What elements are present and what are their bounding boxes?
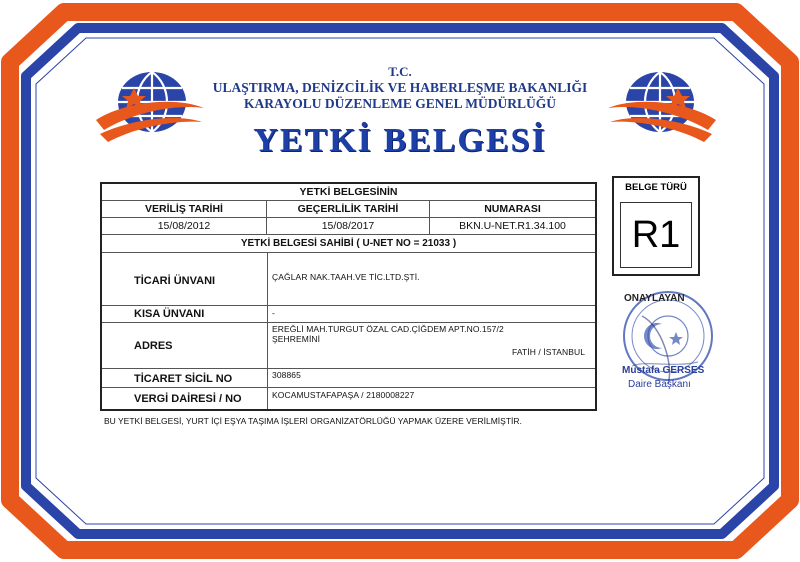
table-column-headers — [102, 201, 595, 218]
table-dates-row — [102, 218, 595, 235]
address-label: ADRES — [134, 340, 173, 352]
certificate-type-label: BELGE TÜRÜ — [625, 182, 687, 193]
certificate-table — [100, 182, 597, 411]
certificate-type-box — [612, 176, 700, 276]
issue-date-value: 15/08/2012 — [102, 218, 267, 234]
owner-heading: YETKİ BELGESİ SAHİBİ ( U-NET NO = 21033 ) — [240, 238, 457, 249]
table-heading: YETKİ BELGESİNİN — [299, 186, 398, 198]
address-line-1: EREĞLİ MAH.TURGUT ÖZAL CAD.ÇİĞDEM APT.NO.157/2 — [272, 324, 504, 334]
ministry-name: ULAŞTIRMA, DENİZCİLİK VE HABERLEŞME BAKANLIĞI — [212, 80, 588, 95]
validity-date-value: 15/08/2017 — [267, 218, 430, 234]
signer-name: Mustafa GERSES — [622, 365, 705, 376]
tax-office-label: VERGİ DAİRESİ / NO — [134, 393, 242, 405]
trade-registry-value: 308865 — [272, 370, 301, 380]
directorate-name: KARAYOLU DÜZENLEME GENEL MÜDÜRLÜĞÜ — [244, 96, 556, 111]
table-row — [102, 306, 595, 323]
validity-date-header: GEÇERLİLİK TARİHİ — [267, 201, 430, 217]
trade-name-value: ÇAĞLAR NAK.TAAH.VE TİC.LTD.ŞTİ. — [272, 272, 420, 282]
short-name-value: - — [272, 308, 275, 318]
number-header: NUMARASI — [484, 203, 541, 215]
table-heading-row — [102, 184, 595, 201]
certificate-type-value: R1 — [631, 213, 681, 256]
purpose-note: BU YETKİ BELGESİ, YURT İÇİ EŞYA TAŞIMA İŞLERİ ORGANİZATÖRLÜĞÜ YAPMAK ÜZERE VERİLMİŞTİR. — [104, 416, 522, 426]
owner-heading-row — [102, 235, 595, 253]
signer-title: Daire Başkanı — [628, 379, 691, 390]
address-city: FATİH / İSTANBUL — [512, 347, 586, 357]
table-row — [102, 388, 595, 409]
approver-label: ONAYLAYAN — [624, 293, 685, 304]
table-row — [102, 253, 595, 306]
certificate-type-value-box — [620, 202, 692, 268]
short-name-label: KISA ÜNVANI — [134, 308, 205, 320]
tax-office-value: KOCAMUSTAFAPAŞA / 2180008227 — [272, 390, 415, 400]
certificate-number-value: BKN.U-NET.R1.34.100 — [459, 220, 566, 232]
address-line-2: ŞEHREMİNİ — [272, 334, 321, 344]
header-tc: T.C. — [388, 64, 412, 79]
trade-registry-label: TİCARET SİCİL NO — [134, 373, 233, 385]
table-row — [102, 369, 595, 388]
document-title: YETKİ BELGESİ — [253, 122, 547, 159]
trade-name-label: TİCARİ ÜNVANI — [134, 275, 216, 287]
table-row — [102, 323, 595, 369]
issue-date-header: VERİLİŞ TARİHİ — [102, 201, 267, 217]
